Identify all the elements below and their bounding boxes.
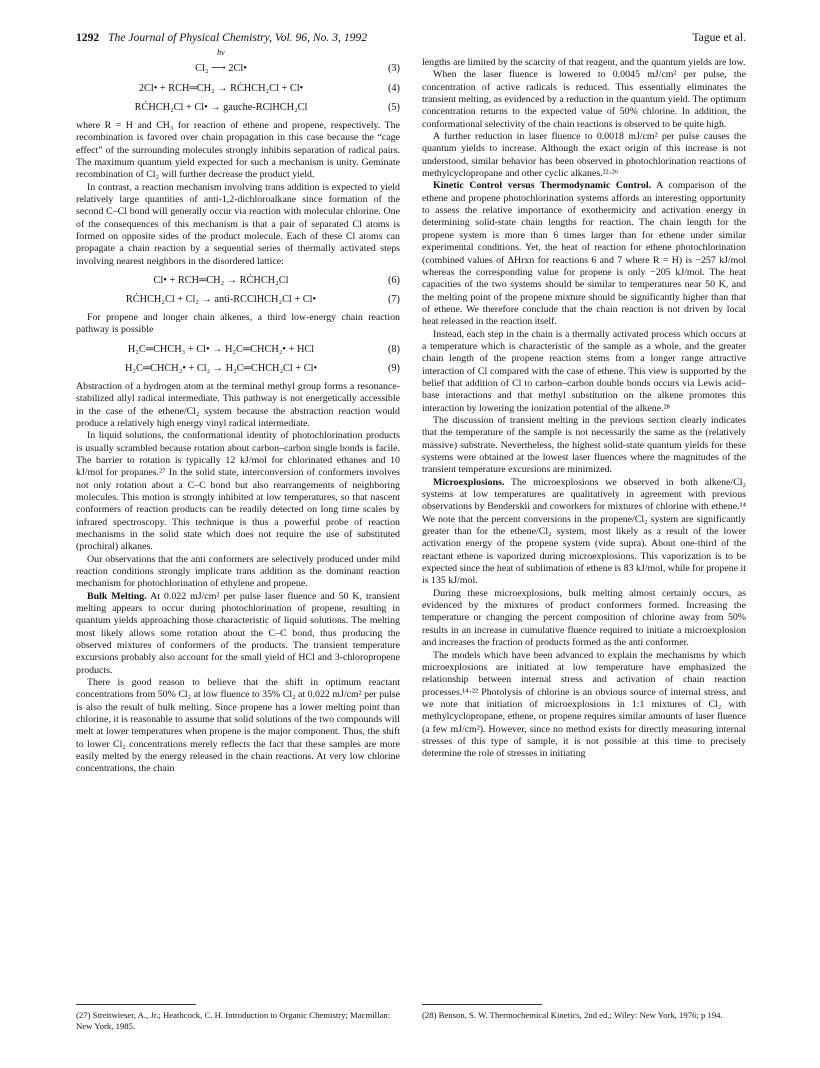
running-header bbox=[76, 30, 746, 46]
equation-6-text: Cl• + RCH═CH₂ → RĊHCH₂Cl bbox=[153, 275, 289, 287]
equation-4-number: (4) bbox=[387, 83, 400, 94]
equation-4-text: 2Cl• + RCH═CH₂ → RĊHCH₂Cl + Cl• bbox=[138, 83, 304, 94]
paragraph: Bulk Melting. At 0.022 mJ/cm² per pulse laser fluence and 50 K, transient melting appears to occur during photochlorination of propene, resulting in quantum yields approaching those characteristic of liquid solutions. The melting most likely allows some rotation about the C–C bond, thus producing the observed mixtures of conformers of the products. The transient temperature excursions probably also account for the small yield of HCl and 3-chloropropene products. bbox=[76, 590, 400, 676]
equation-9-number: (9) bbox=[387, 362, 400, 374]
equation-3-text: hν Cl₂ ⟶ 2Cl• bbox=[195, 48, 247, 74]
footnote-text: (28) Benson, S. W. Thermochemical Kinetics, 2nd ed.; Wiley: New York, 1976; p 194. bbox=[422, 1010, 723, 1020]
equation-8 bbox=[76, 340, 400, 359]
paragraph: Microexplosions. The microexplosions we observed in both alkene/Cl₂ systems at low temperatures are qualitatively in agreement with previous observations by Benderskii and coworkers for mixtures of chlorine with ethene.¹⁴ We note that the percent conversions in the propene/Cl₂ system are significantly greater than for the ethene/Cl₂ system, most likely as a result of the lower activation energy of the propene system (vide supra). About one-third of the reactant ethene is vaporized during microexplosions. This vaporization is to be expected since the heat of sublimation of ethene is 83 kJ/mol, while for propene it is 135 kJ/mol. bbox=[422, 476, 746, 587]
equation-7-text: RĊHCH₂Cl + Cl₂ → anti-RCClHCH₂Cl + Cl• bbox=[125, 294, 317, 306]
paragraph: The discussion of transient melting in the previous section clearly indicates that the temperature of the sample is not necessarily the same as the (relatively massive) substrate. Nevertheless, the highest solid-state quantum yields for these systems were obtained at the lowest laser fluences where the magnitudes of the transient temperature excursions are minimized. bbox=[422, 414, 746, 476]
equation-9 bbox=[76, 359, 400, 378]
footnote-28 bbox=[422, 1010, 746, 1021]
section-heading-kinetic-control: Kinetic Control versus Thermodynamic Control. bbox=[433, 180, 652, 192]
left-column bbox=[76, 48, 400, 776]
equation-5 bbox=[76, 98, 400, 117]
equation-8-number: (8) bbox=[387, 343, 400, 355]
equation-5-number: (5) bbox=[387, 102, 400, 113]
paragraph: During these microexplosions, bulk melting almost certainly occurs, as evidenced by the mixtures of product conformers formed. Increasing the temperature or changing the percent composition of chlorine away from 50% results in an increase in cumulative fluence required to initiate a microexplosion and increases the fraction of products formed as the anti conformer. bbox=[422, 587, 746, 649]
paragraph: where R = H and CH₃ for reaction of ethene and propene, respectively. The recombination is favored over chain propagation in this case because the “cage effect” of the surrounding molecules strongly inhibits separation of radical pairs. The maximum quantum yield expected for such a mechanism is unity. Geminate recombination of Cl₂ will further decrease the product yield. bbox=[76, 120, 400, 181]
equation-6 bbox=[76, 271, 400, 290]
paragraph: There is good reason to believe that the shift in optimum reactant concentrations from 50% Cl₂ at low fluence to 35% Cl₂ at 0.022 mJ/cm² per pulse is also the result of bulk melting. Since propene has a lower melting point than chlorine, it is reasonable to assume that solid solutions of the two compounds will melt at lower temperatures when propene is the major component. Thus, the shift to lower Cl₂ concentrations merely reflects the fact that these samples are more easily melted by the energy released in the chain reactions. At very low chlorine concentrations, the chain bbox=[76, 677, 400, 775]
equation-8-text: H₂C═CHCH₃ + Cl• → H₂C═CHCH₂• + HCl bbox=[127, 343, 315, 355]
page-number: 1292 bbox=[76, 31, 100, 44]
footnote-text: (27) Streitwieser, A., Jr.; Heathcock, C. H. Introduction to Organic Chemistry; Macmillan: New York, 1985. bbox=[76, 1010, 391, 1031]
equation-4 bbox=[76, 79, 400, 98]
equation-3 bbox=[76, 48, 400, 79]
paragraph: Kinetic Control versus Thermodynamic Control. A comparison of the ethene and propene photochlorination systems affords an interesting opportunity to assess the relative importance of exothermicity and activation energy in determining solid-state chain lengths for reaction. The chain length for the propene system is more than 6 times larger than for ethene under similar experimental conditions. Yet, the heat of reaction for ethene photochlorination (combined values of ΔHrxn for reactions 6 and 7 where R = H) is −257 kJ/mol whereas the corresponding value for propene is only −205 kJ/mol. The heat capacities of the two systems should be similar to temperatures near 50 K, and the melting point of the propene mixture should be significantly higher than that of ethene. We therefore conclude that the chain reaction is not driven by local heat released in the reaction itself. bbox=[422, 180, 747, 328]
paragraph: For propene and longer chain alkenes, a third low-energy chain reaction pathway is possible bbox=[76, 312, 400, 336]
equation-3-label: hν bbox=[217, 48, 225, 57]
section-heading-bulk-melting: Bulk Melting. bbox=[87, 590, 147, 602]
equation-9-text: H₂C═CHCH₂• + Cl₂ → H₂C═CHCH₂Cl + Cl• bbox=[124, 362, 318, 374]
paragraph: In contrast, a reaction mechanism involving trans addition is expected to yield relatively large quantities of anti-1,2-dichloroalkane since formation of the second C–Cl bond will generally occur via reaction with molecular chlorine. One of the consequences of this mechanism is that a pair of separated Cl atoms is formed on opposite sides of the product molecule. Each of these Cl atoms can propagate a chain reaction by a sequential series of thermally activated steps involving nearest neighbors in the disordered lattice: bbox=[76, 181, 400, 267]
paragraph: A further reduction in laser fluence to 0.0018 mJ/cm² per pulse causes the quantum yields to increase. Although the exact origin of this increase is not understood, similar behavior has been observed in photochlorination reactions of methylcyclopropane and other cyclic alkanes.²²·²⁶ bbox=[422, 131, 746, 180]
paragraph: When the laser fluence is lowered to 0.0045 mJ/cm² per pulse, the concentration of active radicals is reduced. This essentially eliminates the transient melting, as evidenced by a reduction in the quantum yield. The optimum concentration returns to the expected value of 50% chlorine. In addition, the conformational selectivity of the chain reactions is observed to be quite high. bbox=[422, 69, 746, 130]
equation-5-text: RĊHCH₂Cl + Cl• → gauche-RClHCH₂Cl bbox=[134, 102, 308, 113]
footnote-rule bbox=[76, 1004, 196, 1005]
right-column bbox=[422, 57, 746, 761]
equation-7-number: (7) bbox=[387, 294, 400, 306]
paragraph: Our observations that the anti conformers are selectively produced under mild reaction conditions strongly implicate trans addition as the dominant reaction mechanism for photochlorination of ethylene and propene. bbox=[76, 553, 400, 590]
running-author: Tague et al. bbox=[692, 31, 746, 44]
paragraph: lengths are limited by the scarcity of that reagent, and the quantum yields are low. bbox=[422, 57, 746, 68]
paragraph: The models which have been advanced to explain the mechanisms by which microexplosions are initiated at low temperature have emphasized the relationship between internal stress and activation of chain reaction processes.¹⁴·²² Photolysis of chlorine is an obvious source of internal stress, and we note that initiation of microexplosions in 1:1 mixtures of Cl₂ with methylcyclopropane, ethene, or propene requires similar amounts of laser fluence (a few mJ/cm²). However, since no method exists for directly measuring internal stresses of this type of sample, it is not possible at this time to precisely determine the role of stresses in initiating bbox=[422, 649, 746, 760]
section-heading-microexplosions: Microexplosions. bbox=[433, 476, 505, 488]
footnote-rule bbox=[422, 1004, 542, 1005]
footnote-27 bbox=[76, 1010, 400, 1032]
paragraph: Abstraction of a hydrogen atom at the terminal methyl group forms a resonance-stabilized allyl radical intermediate. This pathway is not energetically accessible in the case of the ethene/Cl₂ system because the abstraction reaction would produce a relatively high energy vinyl radical intermediate. bbox=[76, 380, 400, 429]
equation-6-number: (6) bbox=[387, 275, 400, 287]
journal-citation: The Journal of Physical Chemistry, Vol. 96, No. 3, 1992 bbox=[108, 31, 368, 44]
paragraph: In liquid solutions, the conformational identity of photochlorination products is usually scrambled because rotation about carbon–carbon single bonds is facile. The barrier to rotation is typically 12 kJ/mol for chlorinated ethanes and 10 kJ/mol for propanes.²⁷ In the solid state, interconversion of conformers involves not only rotation about a C–C bond but also rearrangements of neighboring molecules. This motion is strongly inhibited at low temperatures, so that nascent conformers of reaction products can be readily detected on long time scales by infrared spectroscopy. This technique is thus a powerful probe of reaction mechanisms in the solid state which does not require the use of substituted (prochiral) alkanes. bbox=[76, 430, 400, 553]
paragraph: Instead, each step in the chain is a thermally activated process which occurs at a temperature which is characteristic of the sample as a whole, and the greater chain length of the propene reaction stems from a longer range attractive interaction of Cl compared with the case of ethene. This view is supported by the belief that addition of Cl to carbon–carbon double bonds occurs via Lewis acid–base interactions and that methyl substitution on the alkene promotes this interaction by lowering the ionization potential of the alkene.²⁸ bbox=[422, 328, 746, 414]
equation-7 bbox=[76, 290, 400, 309]
equation-3-number: (3) bbox=[387, 63, 400, 74]
